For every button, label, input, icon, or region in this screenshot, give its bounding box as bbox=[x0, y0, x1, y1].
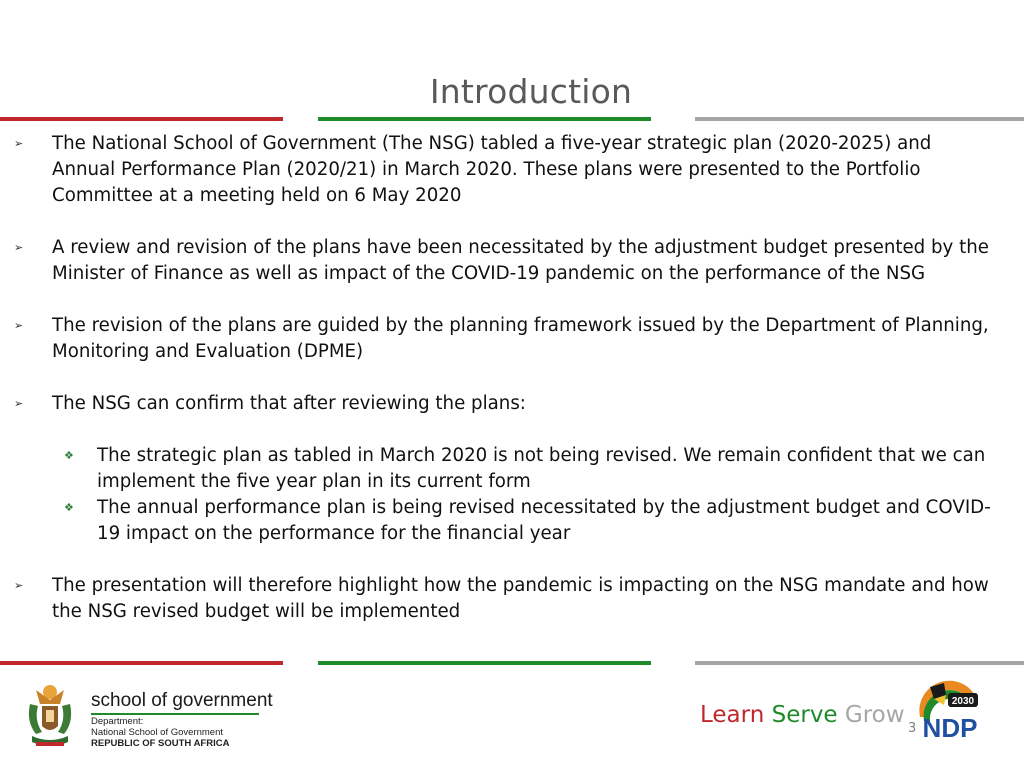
tagline-learn: Learn bbox=[700, 702, 765, 728]
arrow-bullet-icon: ➢ bbox=[14, 319, 24, 332]
country-name: REPUBLIC OF SOUTH AFRICA bbox=[91, 738, 230, 749]
arrow-bullet-icon: ➢ bbox=[14, 137, 24, 150]
bullet-text: The presentation will therefore highlight how the pandemic is impacting on the NSG mandate and how the NSG revised budget will be implemented bbox=[52, 575, 989, 622]
top-rule-red bbox=[0, 117, 283, 121]
org-name: school of government bbox=[91, 690, 273, 711]
bullet-item bbox=[0, 131, 1024, 209]
bullet-text: The NSG can confirm that after reviewing the plans: bbox=[52, 393, 526, 414]
bullet-item bbox=[0, 391, 1024, 417]
arrow-bullet-icon: ➢ bbox=[14, 579, 24, 592]
page-number: 3 bbox=[908, 721, 917, 736]
top-rule-green bbox=[318, 117, 651, 121]
bullet-text: A review and revision of the plans have been necessitated by the adjustment budget presented by the Minister of Finance as well as impact of the COVID-19 pandemic on the performance of the NSG bbox=[52, 237, 989, 284]
bullet-text: The National School of Government (The NSG) tabled a five-year strategic plan (2020-2025) and Annual Performance Plan (2020/21) in March 2020. These plans were presented to the Portfolio Committee at a meeting held on 6 May 2020 bbox=[52, 133, 932, 206]
bullet-text: The revision of the plans are guided by the planning framework issued by the Department of Planning, Monitoring and Evaluation (DPME) bbox=[52, 315, 989, 362]
sub-bullet-item bbox=[0, 443, 1024, 495]
department-block bbox=[91, 716, 229, 749]
bullet-item bbox=[0, 313, 1024, 365]
bottom-rule-red bbox=[0, 661, 283, 665]
bullet-item bbox=[0, 573, 1024, 625]
sub-bullet-item bbox=[0, 495, 1024, 547]
top-rule-gray bbox=[695, 117, 1024, 121]
bottom-rule-gray bbox=[695, 661, 1024, 665]
ndp-2030-logo bbox=[914, 677, 986, 743]
sub-bullet-text: The annual performance plan is being revised necessitated by the adjustment budget and COVID-19 impact on the performance for the financial year bbox=[97, 497, 991, 544]
bottom-rule-green bbox=[318, 661, 651, 665]
ndp-year: 2030 bbox=[951, 696, 975, 707]
coat-of-arms-icon bbox=[22, 682, 78, 752]
slide-content bbox=[0, 131, 1024, 625]
tagline-serve: Serve bbox=[771, 702, 838, 728]
arrow-bullet-icon: ➢ bbox=[14, 241, 24, 254]
org-name-underline bbox=[91, 713, 259, 715]
tagline-grow: Grow bbox=[844, 702, 905, 728]
page-title: Introduction bbox=[429, 72, 633, 111]
diamond-bullet-icon: ❖ bbox=[64, 501, 74, 514]
bullet-item bbox=[0, 235, 1024, 287]
diamond-bullet-icon: ❖ bbox=[64, 449, 74, 462]
ndp-text: NDP bbox=[922, 713, 978, 743]
sub-bullet-text: The strategic plan as tabled in March 2020 is not being revised. We remain confident that we can implement the five year plan in its current form bbox=[97, 445, 986, 492]
arrow-bullet-icon: ➢ bbox=[14, 397, 24, 410]
tagline bbox=[700, 702, 905, 728]
dept-name: National School of Government bbox=[91, 727, 224, 738]
dept-label: Department: bbox=[91, 716, 144, 727]
